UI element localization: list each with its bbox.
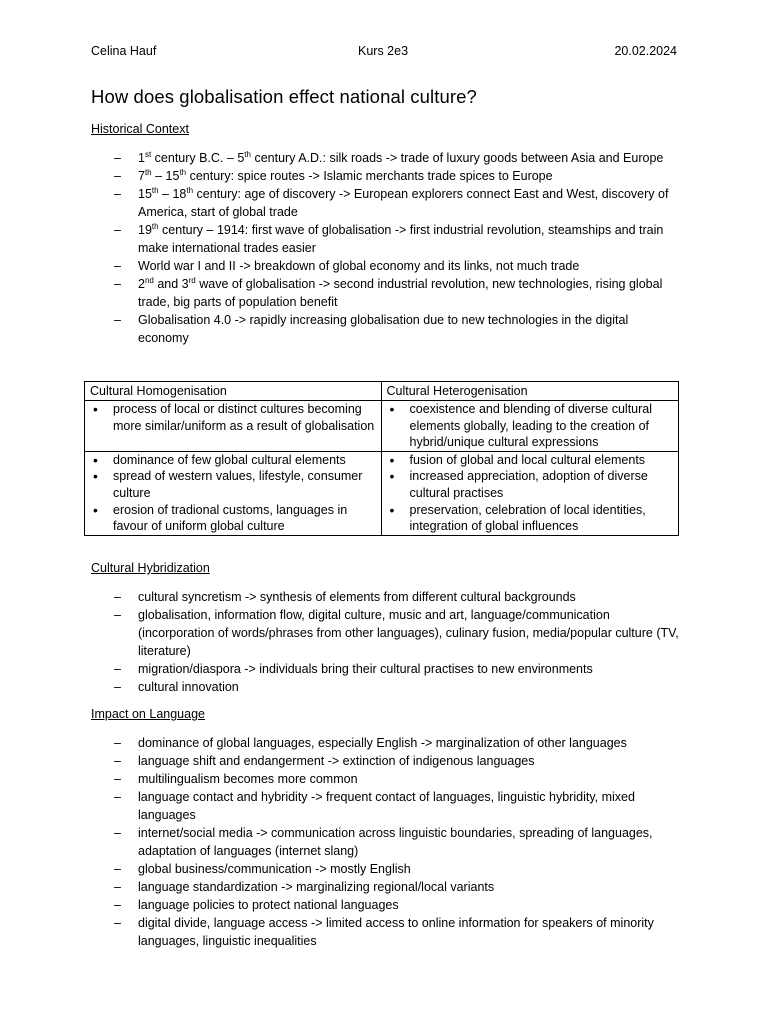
list-item: – 19th century – 1914: first wave of globalisation -> first industrial revolution, steamships and train make international trades easier [91,221,681,257]
list-item: – global business/communication -> mostly English [91,860,681,878]
bullet-item: • increased appreciation, adoption of diverse cultural practises [387,468,674,501]
list-item: – Globalisation 4.0 -> rapidly increasing globalisation due to new technologies in the digital economy [91,311,681,347]
list-item: – multilingualism becomes more common [91,770,681,788]
column-header-heterogenisation: Cultural Heterogenisation [381,382,679,401]
table-cell [381,401,679,452]
list-item: – 2nd and 3rd wave of globalisation -> second industrial revolution, new technologies, rising global trade, big parts of population benefit [91,275,681,311]
list-item: – internet/social media -> communication across linguistic boundaries, spreading of languages, adaptation of languages (internet slang) [91,824,681,860]
table-row [85,451,679,535]
list-item: – language contact and hybridity -> frequent contact of languages, linguistic hybridity, mixed languages [91,788,681,824]
bullet-item: • spread of western values, lifestyle, consumer culture [90,468,376,501]
list-item: – dominance of global languages, especially English -> marginalization of other languages [91,734,681,752]
column-header-homogenisation: Cultural Homogenisation [85,382,382,401]
table-cell [85,401,382,452]
document-date: 20.02.2024 [614,44,677,58]
table-cell [381,451,679,535]
table-row [85,401,679,452]
bullet-item: • erosion of tradional customs, languages in favour of uniform global culture [90,502,376,535]
impact-on-language-heading: Impact on Language [91,707,205,721]
list-item: – 7th – 15th century: spice routes -> Islamic merchants trade spices to Europe [91,167,681,185]
bullet-item: • dominance of few global cultural elements [90,452,376,469]
list-item: – digital divide, language access -> limited access to online information for speakers of minority languages, linguistic inequalities [91,914,681,950]
list-item: – 1st century B.C. – 5th century A.D.: silk roads -> trade of luxury goods between Asia and Europe [91,149,681,167]
cultural-comparison-table [84,381,679,536]
bullet-item: • coexistence and blending of diverse cultural elements globally, leading to the creation of hybrid/unique cultural expressions [387,401,674,451]
list-item: – World war I and II -> breakdown of global economy and its links, not much trade [91,257,681,275]
author-name: Celina Hauf [91,44,157,58]
historical-context-list [91,149,681,347]
bullet-item: • preservation, celebration of local identities, integration of global influences [387,502,674,535]
bullet-item: • process of local or distinct cultures becoming more similar/uniform as a result of globalisation [90,401,376,434]
historical-context-heading: Historical Context [91,122,189,136]
course-name: Kurs 2e3 [358,44,409,58]
list-item: – migration/diaspora -> individuals bring their cultural practises to new environments [91,660,681,678]
document-title: How does globalisation effect national culture? [91,86,477,107]
cultural-hybridization-heading: Cultural Hybridization [91,561,210,575]
list-item: – language shift and endangerment -> extinction of indigenous languages [91,752,681,770]
list-item: – cultural innovation [91,678,681,696]
list-item: – 15th – 18th century: age of discovery -> European explorers connect East and West, discovery of America, start of global trade [91,185,681,221]
list-item: – language policies to protect national languages [91,896,681,914]
list-item: – globalisation, information flow, digital culture, music and art, language/communication (incorporation of words/phrases from other languages), culinary fusion, media/popular culture (TV, literature) [91,606,681,660]
list-item: – language standardization -> marginalizing regional/local variants [91,878,681,896]
impact-on-language-list [91,734,681,950]
bullet-item: • fusion of global and local cultural elements [387,452,674,469]
list-item: – cultural syncretism -> synthesis of elements from different cultural backgrounds [91,588,681,606]
cultural-hybridization-list [91,588,681,696]
table-cell [85,451,382,535]
page-header [91,44,677,60]
table-header-row [85,382,679,401]
